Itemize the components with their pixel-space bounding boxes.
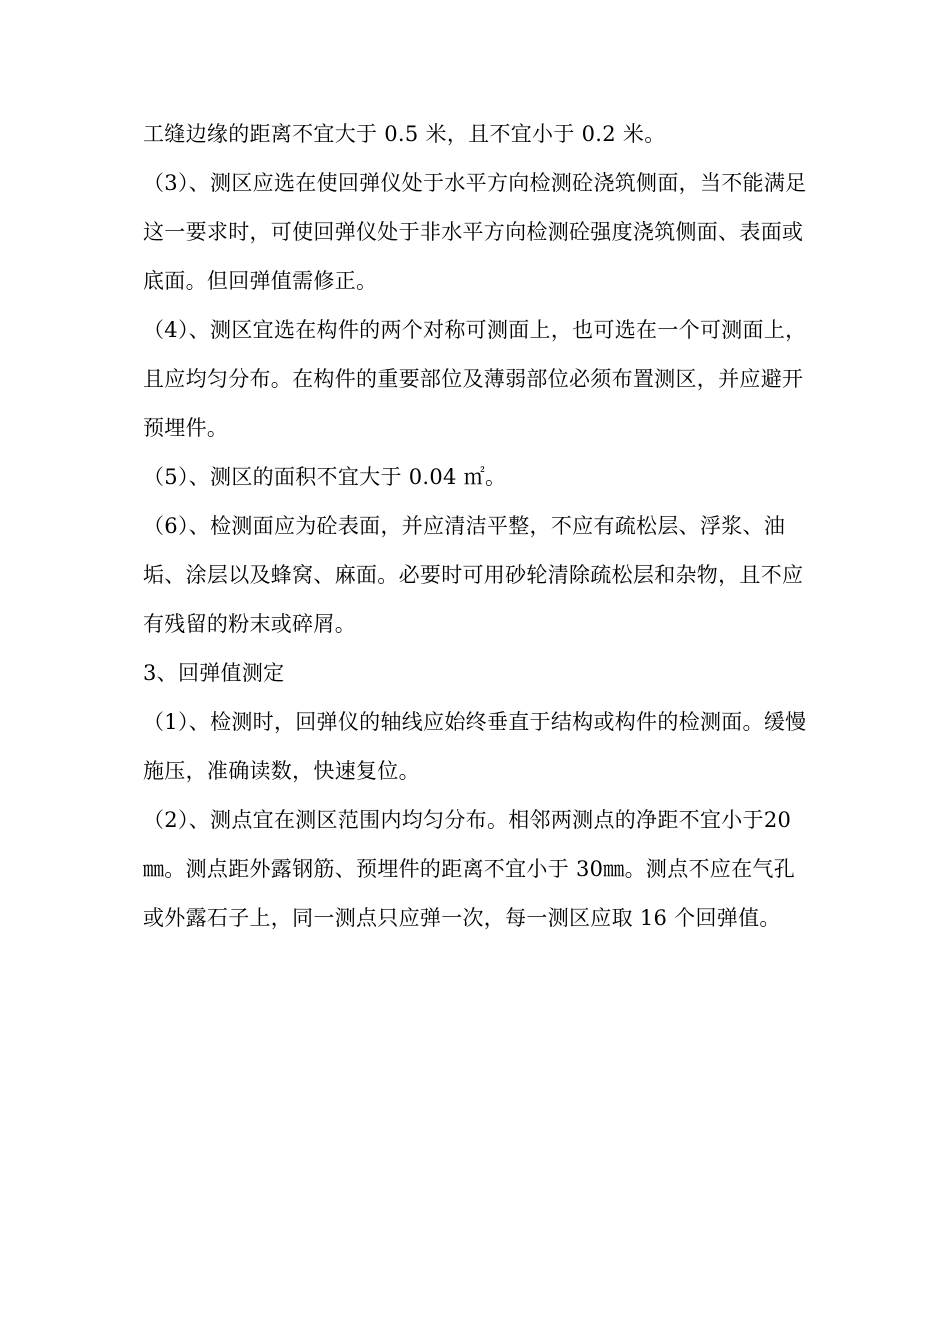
paragraph-item-2-test-points: （2）、测点宜在测区范围内均匀分布。相邻两测点的净距不宜小于20㎜。测点距外露钢筋、预埋件的距离不宜小于 30㎜。测点不应在气孔或外露石子上，同一测点只应弹一次，每一测区应取 16 个回弹值。 [143, 808, 795, 930]
paragraph-item-1-instrument-axis: （1）、检测时，回弹仪的轴线应始终垂直于结构或构件的检测面。缓慢施压，准确读数，快速复位。 [143, 710, 807, 783]
paragraph-item-4-test-area-placement: （4）、测区宜选在构件的两个对称可测面上，也可选在一个可测面上，且应均匀分布。在构件的重要部位及薄弱部位必须布置测区，并应避开预埋件。 [143, 318, 807, 440]
paragraph-construction-joint-distance: 工缝边缘的距离不宜大于 0.5 米，且不宜小于 0.2 米。 [143, 122, 666, 146]
paragraph-item-6-test-surface: （6）、检测面应为砼表面，并应清洁平整，不应有疏松层、浮浆、油垢、涂层以及蜂窝、麻面。必要时可用砂轮清除疏松层和杂物，且不应有残留的粉末或碎屑。 [143, 514, 804, 636]
section-heading-rebound-measurement: 3、回弹值测定 [143, 661, 285, 685]
paragraph-item-5-test-area-size: （5）、测区的面积不宜大于 0.04 ㎡。 [143, 465, 507, 489]
paragraph-item-3-test-area-orientation: （3）、测区应选在使回弹仪处于水平方向检测砼浇筑侧面，当不能满足这一要求时，可使回弹仪处于非水平方向检测砼强度浇筑侧面、表面或底面。但回弹值需修正。 [143, 171, 807, 293]
document-body [143, 110, 808, 943]
